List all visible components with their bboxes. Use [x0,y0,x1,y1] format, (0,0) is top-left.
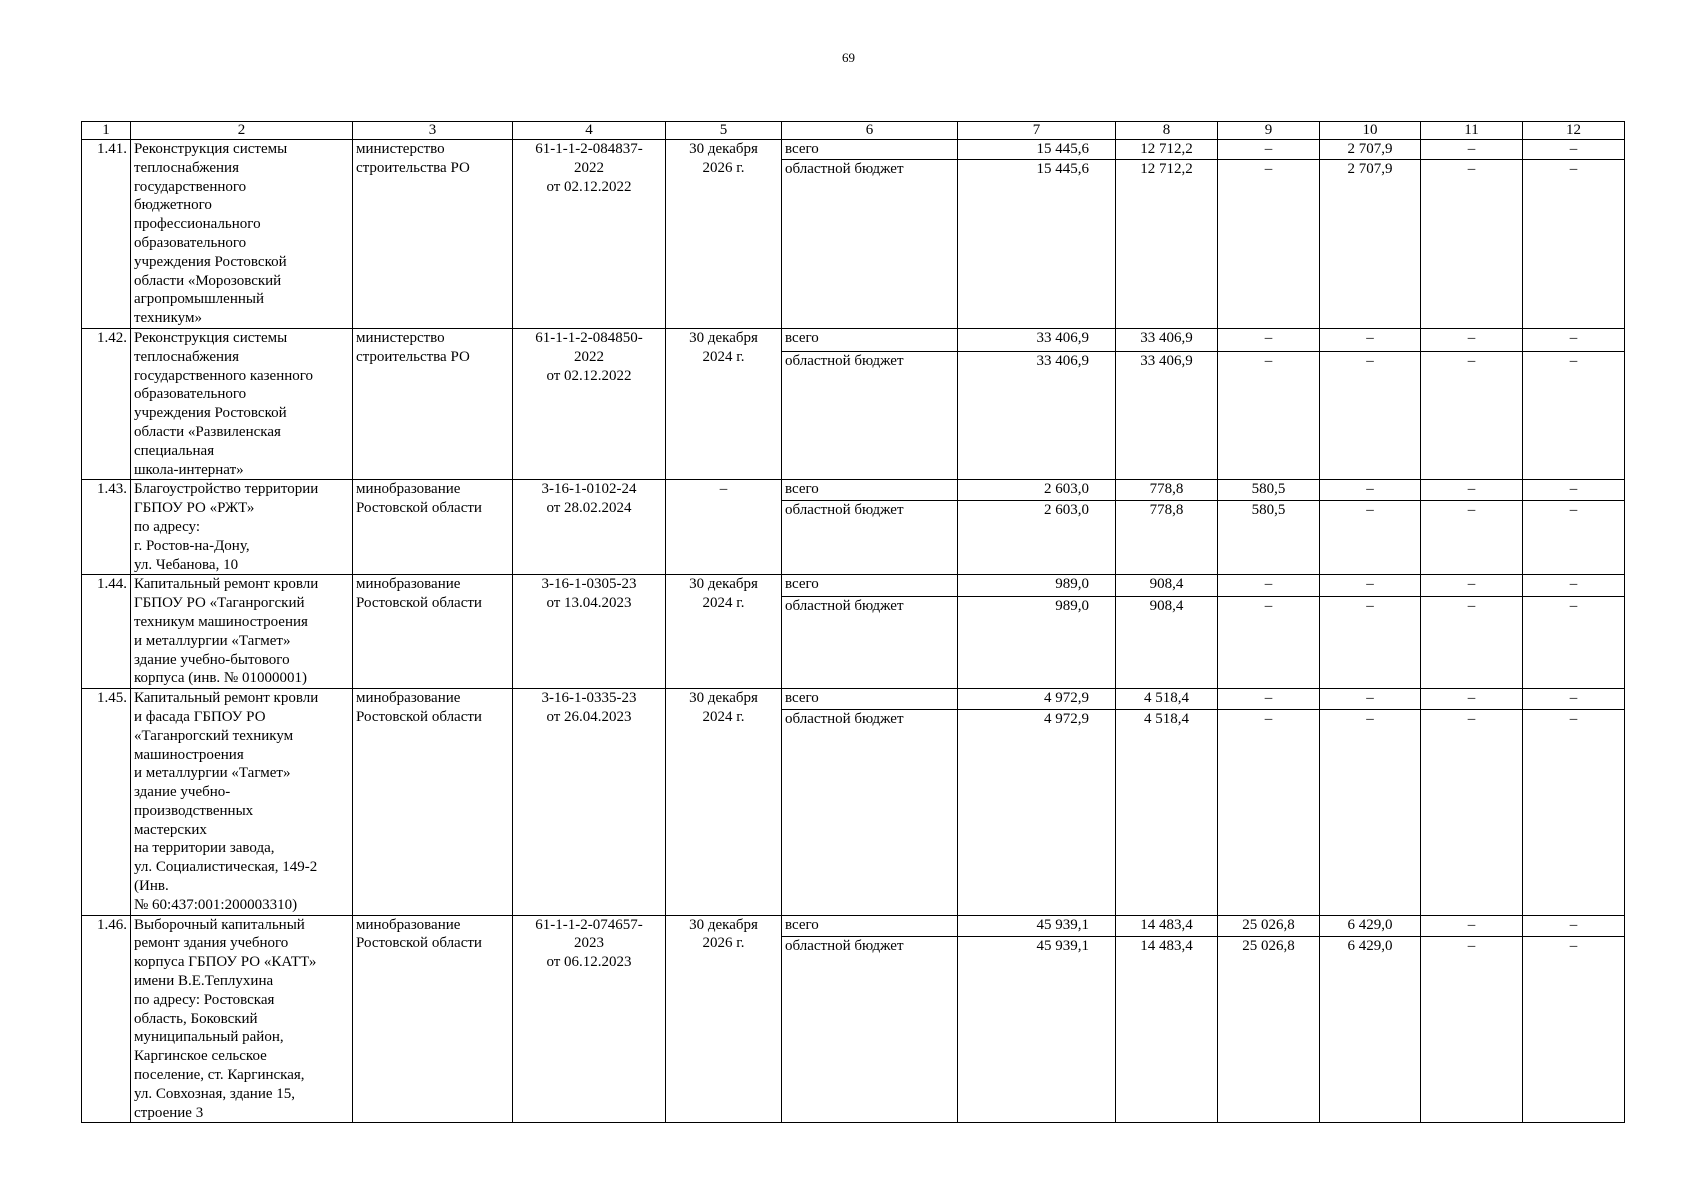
amount-cell: – [1421,140,1523,160]
executor: минобразование Ростовской области [353,915,513,1123]
column-number: 9 [1218,122,1320,140]
table-row [82,915,1625,936]
amount-cell: 25 026,8 [1218,937,1320,1123]
document-ref: 61-1-1-2-084837- 2022 от 02.12.2022 [513,140,666,329]
amount-cell: 33 406,9 [1116,328,1218,351]
amount-cell: – [1218,140,1320,160]
column-number: 10 [1320,122,1421,140]
deadline: 30 декабря 2024 г. [666,575,782,689]
deadline: – [666,480,782,575]
amount-cell: – [1421,575,1523,596]
column-number-row [82,122,1625,140]
amount-cell: 989,0 [958,596,1116,689]
amount-cell: 15 445,6 [958,140,1116,160]
row-number: 1.41. [82,140,131,329]
amount-cell: 6 429,0 [1320,937,1421,1123]
table-row [82,140,1625,160]
amount-cell: – [1421,328,1523,351]
column-number: 6 [782,122,958,140]
amount-cell: 25 026,8 [1218,915,1320,936]
object-name: Реконструкция системы теплоснабжения государственного казенного образовательного учреждения Ростовской области «Развиленская специальная школа-интернат» [131,328,353,479]
amount-cell: 908,4 [1116,575,1218,596]
amount-cell: 778,8 [1116,480,1218,500]
funding-source: всего [782,328,958,351]
amount-cell: – [1218,575,1320,596]
row-number: 1.45. [82,689,131,916]
executor: минобразование Ростовской области [353,480,513,575]
executor: министерство строительства РО [353,328,513,479]
amount-cell: – [1523,140,1625,160]
object-name: Благоустройство территории ГБПОУ РО «РЖТ» по адресу: г. Ростов-на-Дону, ул. Чебанова, 10 [131,480,353,575]
amount-cell: – [1421,596,1523,689]
document-ref: 3-16-1-0335-23 от 26.04.2023 [513,689,666,916]
amount-cell: 580,5 [1218,480,1320,500]
amount-cell: – [1421,500,1523,575]
column-number: 11 [1421,122,1523,140]
amount-cell: – [1523,160,1625,329]
amount-cell: – [1218,160,1320,329]
amount-cell: 33 406,9 [958,328,1116,351]
table-row [82,480,1625,500]
object-name: Выборочный капитальный ремонт здания учебного корпуса ГБПОУ РО «КАТТ» имени В.Е.Теплухина по адресу: Ростовская область, Боковский муниципальный район, Каргинское сельское поселение, ст. Каргинская, ул. Совхозная, здание 15, строение 3 [131,915,353,1123]
amount-cell: – [1218,596,1320,689]
amount-cell: 14 483,4 [1116,915,1218,936]
deadline: 30 декабря 2024 г. [666,328,782,479]
amount-cell: – [1523,937,1625,1123]
amount-cell: 33 406,9 [958,352,1116,480]
amount-cell: 580,5 [1218,500,1320,575]
column-number: 5 [666,122,782,140]
row-number: 1.44. [82,575,131,689]
amount-cell: – [1320,575,1421,596]
funding-source: всего [782,140,958,160]
amount-cell: – [1320,480,1421,500]
row-number: 1.46. [82,915,131,1123]
amount-cell: – [1320,352,1421,480]
object-name: Капитальный ремонт кровли и фасада ГБПОУ РО «Таганрогский техникум машиностроения и металлургии «Тагмет» здание учебно- производственных мастерских на территории завода, ул. Социалистическая, 149-2 (Инв. № 60:437:001:200003310) [131,689,353,916]
document-ref: 61-1-1-2-084850- 2022 от 02.12.2022 [513,328,666,479]
amount-cell: 4 518,4 [1116,710,1218,915]
amount-cell: – [1320,500,1421,575]
funding-source: областной бюджет [782,937,958,1123]
amount-cell: 33 406,9 [1116,352,1218,480]
amount-cell: – [1523,689,1625,710]
object-name: Реконструкция системы теплоснабжения государственного бюджетного профессионального образовательного учреждения Ростовской области «Морозовский агропромышленный техникум» [131,140,353,329]
amount-cell: – [1523,328,1625,351]
amount-cell: – [1218,352,1320,480]
amount-cell: – [1523,596,1625,689]
funding-source: областной бюджет [782,500,958,575]
amount-cell: – [1320,596,1421,689]
document-ref: 61-1-1-2-074657- 2023 от 06.12.2023 [513,915,666,1123]
funding-source: всего [782,575,958,596]
amount-cell: 4 972,9 [958,689,1116,710]
document-ref: 3-16-1-0305-23 от 13.04.2023 [513,575,666,689]
executor: министерство строительства РО [353,140,513,329]
amount-cell: – [1218,328,1320,351]
column-number: 7 [958,122,1116,140]
amount-cell: – [1320,689,1421,710]
document-ref: 3-16-1-0102-24 от 28.02.2024 [513,480,666,575]
amount-cell: – [1523,352,1625,480]
amount-cell: – [1523,575,1625,596]
amount-cell: – [1320,710,1421,915]
amount-cell: – [1523,710,1625,915]
amount-cell: – [1523,480,1625,500]
amount-cell: 15 445,6 [958,160,1116,329]
funding-source: областной бюджет [782,710,958,915]
amount-cell: 908,4 [1116,596,1218,689]
amount-cell: – [1421,689,1523,710]
amount-cell: 6 429,0 [1320,915,1421,936]
amount-cell: 14 483,4 [1116,937,1218,1123]
funding-source: областной бюджет [782,596,958,689]
amount-cell: – [1523,500,1625,575]
page-number: 69 [842,50,855,65]
column-number: 3 [353,122,513,140]
funding-source: областной бюджет [782,160,958,329]
column-number: 8 [1116,122,1218,140]
deadline: 30 декабря 2024 г. [666,689,782,916]
amount-cell: 45 939,1 [958,937,1116,1123]
amount-cell: 989,0 [958,575,1116,596]
amount-cell: 2 707,9 [1320,160,1421,329]
table-row [82,689,1625,710]
amount-cell: – [1421,937,1523,1123]
funding-source: всего [782,689,958,710]
column-number: 12 [1523,122,1625,140]
amount-cell: – [1421,480,1523,500]
executor: минобразование Ростовской области [353,575,513,689]
funding-source: всего [782,480,958,500]
amount-cell: – [1218,710,1320,915]
amount-cell: 4 972,9 [958,710,1116,915]
funding-source: всего [782,915,958,936]
amount-cell: 45 939,1 [958,915,1116,936]
amount-cell: 12 712,2 [1116,140,1218,160]
column-number: 4 [513,122,666,140]
table-row [82,575,1625,596]
row-number: 1.42. [82,328,131,479]
amount-cell: – [1421,352,1523,480]
amount-cell: – [1421,710,1523,915]
amount-cell: 2 603,0 [958,480,1116,500]
row-number: 1.43. [82,480,131,575]
executor: минобразование Ростовской области [353,689,513,916]
column-number: 1 [82,122,131,140]
amount-cell: – [1320,328,1421,351]
column-number: 2 [131,122,353,140]
amount-cell: 778,8 [1116,500,1218,575]
deadline: 30 декабря 2026 г. [666,915,782,1123]
table-row [82,328,1625,351]
object-name: Капитальный ремонт кровли ГБПОУ РО «Таганрогский техникум машиностроения и металлургии «Тагмет» здание учебно-бытового корпуса (инв. № 01000001) [131,575,353,689]
amount-cell: – [1421,915,1523,936]
amount-cell: – [1523,915,1625,936]
amount-cell: – [1421,160,1523,329]
amount-cell: – [1218,689,1320,710]
amount-cell: 2 707,9 [1320,140,1421,160]
amount-cell: 12 712,2 [1116,160,1218,329]
deadline: 30 декабря 2026 г. [666,140,782,329]
program-table [81,121,1625,1123]
funding-source: областной бюджет [782,352,958,480]
amount-cell: 4 518,4 [1116,689,1218,710]
amount-cell: 2 603,0 [958,500,1116,575]
